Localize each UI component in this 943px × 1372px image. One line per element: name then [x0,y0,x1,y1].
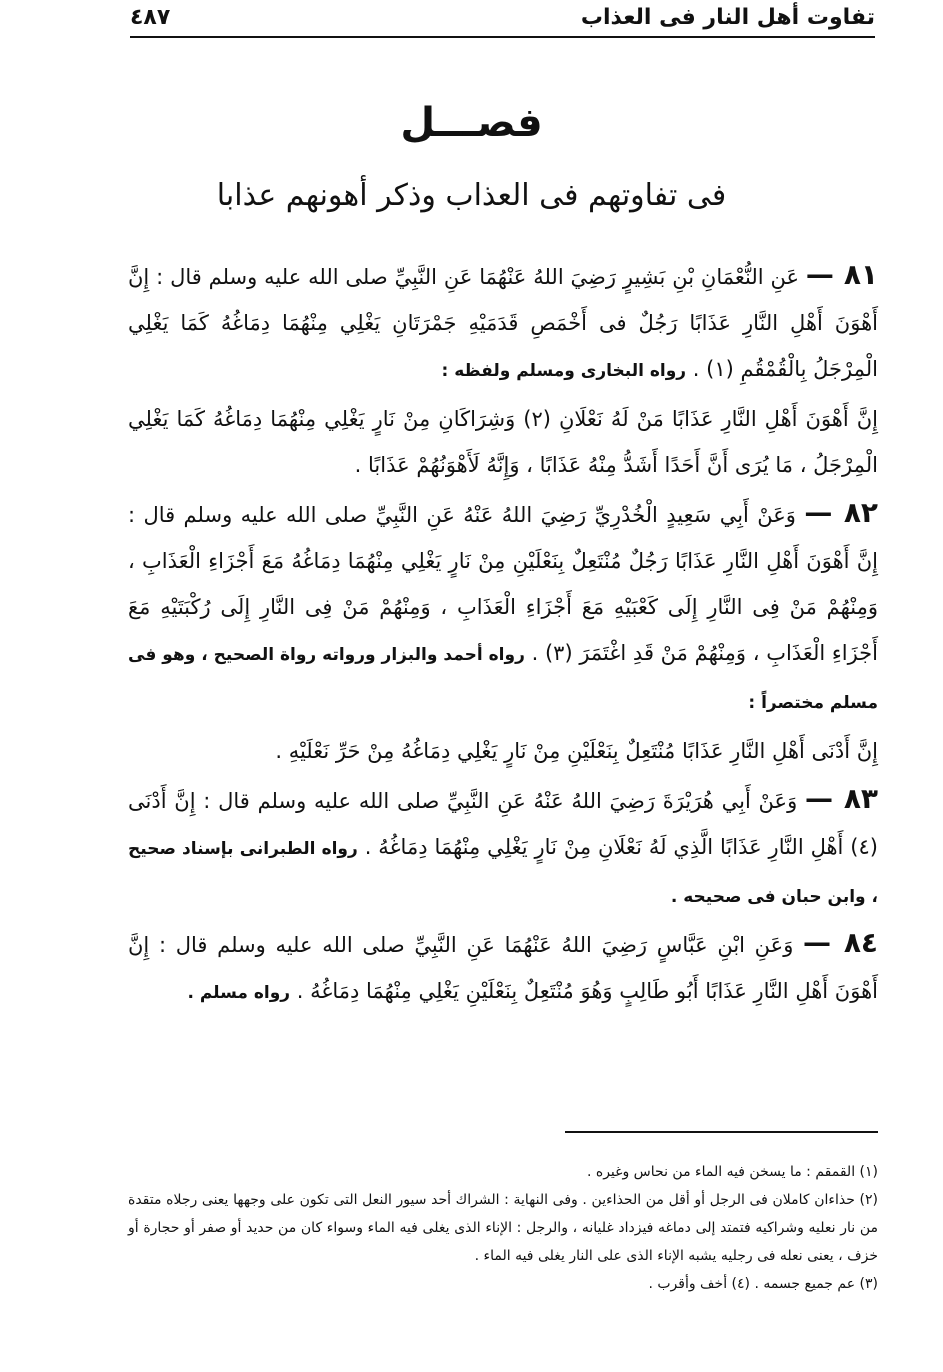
footnote: (٣) عم جميع جسمه . (٤) أخف وأقرب . [648,1276,878,1292]
footnote-rule [565,1131,878,1133]
paragraph [128,776,878,920]
hadith-text: وَعَنِ ابْنِ عَبَّاسٍ رَضِيَ اللهُ عَنْهُمَا عَنِ النَّبِيِّ صلى الله عليه وسلم قال : إِنَّ أَهْوَنَ أَهْلِ النَّارِ عَذَابًا أَبُو طَالِبٍ وَهُوَ مُنْتَعِلٌ بِنَعْلَيْنِ يَغْلِي مِنْهُمَا دِمَاغُهُ . [128,933,878,1003]
body-text [128,252,878,1016]
hadith-text: وَعَنْ أَبِي هُرَيْرَةَ رَضِيَ اللهُ عَنْهُ عَنِ النَّبِيِّ صلى الله عليه وسلم قال : إِنَّ أَدْنَى (٤) أَهْلِ النَّارِ عَذَابًا الَّذِي لَهُ نَعْلَانِ مِنْ نَارٍ يَغْلِي مِنْهُمَا دِمَاغُهُ . [128,789,878,859]
page-number: ٤٨٧ [130,4,171,30]
hadith-source: رواه الطبرانى بإسناد صحيح ، وابن حبان فى صحيحه . [128,839,878,907]
hadith-number: ٨٤ — [803,926,878,959]
paragraph [128,252,878,394]
section-subtitle: فى تفاوتهم فى العذاب وذكر أهونهم عذابا [216,178,727,213]
footnotes [128,1158,878,1298]
hadith-text: وَعَنْ أَبِي سَعِيدٍ الْخُدْرِيِّ رَضِيَ اللهُ عَنْهُ عَنِ النَّبِيِّ صلى الله عليه وسلم قال : إِنَّ أَهْوَنَ أَهْلِ النَّارِ عَذَابًا رَجُلٌ مُنْتَعِلٌ بِنَعْلَيْنِ مِنْ نَارٍ يَغْلِي مِنْهُمَا دِمَاغُهُ مَعَ أَجْزَاءِ الْعَذَابِ ، وَمِنْهُمْ مَنْ فِى النَّارِ إِلَى كَعْبَيْهِ مَعَ أَجْزَاءِ الْعَذَابِ ، وَمِنْهُمْ مَنْ فِى النَّارِ إِلَى رُكْبَتَيْهِ مَعَ أَجْزَاءِ الْعَذَابِ ، وَمِنْهُمْ مَنْ قَدِ اغْتَمَرَ (٣) . [128,503,878,665]
hadith-text: إِنَّ أَهْوَنَ أَهْلِ النَّارِ عَذَابًا مَنْ لَهُ نَعْلَانِ (٢) وَشِرَاكَانِ مِنْ نَارٍ يَغْلِي مِنْهُمَا دِمَاغُهُ كَمَا يَغْلِي الْمِرْجَلُ ، مَا يُرَى أَنَّ أَحَدًا أَشَدُّ مِنْهُ عَذَابًا ، وَإِنَّهُ لَأَهْوَنُهُمْ عَذَابًا . [128,407,878,477]
hadith-number: ٨١ — [805,258,878,291]
paragraph [128,920,878,1016]
hadith-number: ٨٢ — [804,496,878,529]
running-header [130,0,875,34]
paragraph [128,726,878,776]
footnote: (١) القمقم : ما يسخن فيه الماء من نحاس وغيره . [586,1164,878,1180]
hadith-number: ٨٣ — [804,782,878,815]
hadith-source: رواه مسلم . [187,983,291,1003]
hadith-source: رواه البخارى ومسلم ولفظه : [441,361,687,381]
paragraph [128,490,878,726]
header-rule [130,36,875,38]
hadith-source: رواه أحمد والبزار ورواته رواة الصحيح ، وهو فى مسلم مختصراً : [128,645,878,713]
footnote: (٢) حذاءان كاملان فى الرجل أو أقل من الحذاءين . وفى النهاية : الشراك أحد سيور النعل التى تكون على وجهها يعنى رجلاه متقدة من نار نعليه وشراكيه فتمتد إلى دماغه فيزداد غليانه ، والرجل : الإناء الذى يغلى فيه الماء وسواء كان من حديد أو صفر أو حجارة أو خزف ، يعنى نعله فى رجليه يشبه الإناء الذى على النار يغلى فيه الماء . [128,1192,878,1264]
hadith-text: إِنَّ أَدْنَى أَهْلِ النَّارِ عَذَابًا مُنْتَعِلٌ بِنَعْلَيْنِ مِنْ نَارٍ يَغْلِي دِمَاغُهُ مِنْ حَرِّ نَعْلَيْهِ . [275,739,878,763]
section-title: فصـــل [400,100,543,146]
paragraph [128,394,878,490]
running-title: تفاوت أهل النار فى العذاب [580,4,875,30]
hadith-text: عَنِ النُّعْمَانِ بْنِ بَشِيرٍ رَضِيَ اللهُ عَنْهُمَا عَنِ النَّبِيِّ صلى الله عليه وسلم قال : إِنَّ أَهْوَنَ أَهْلِ النَّارِ عَذَابًا رَجُلٌ فى أَخْمَصِ قَدَمَيْهِ جَمْرَتَانِ يَغْلِي مِنْهُمَا دِمَاغُهُ كَمَا يَغْلِي الْمِرْجَلُ بِالْقُمْقُمِ (١) . [128,265,878,381]
